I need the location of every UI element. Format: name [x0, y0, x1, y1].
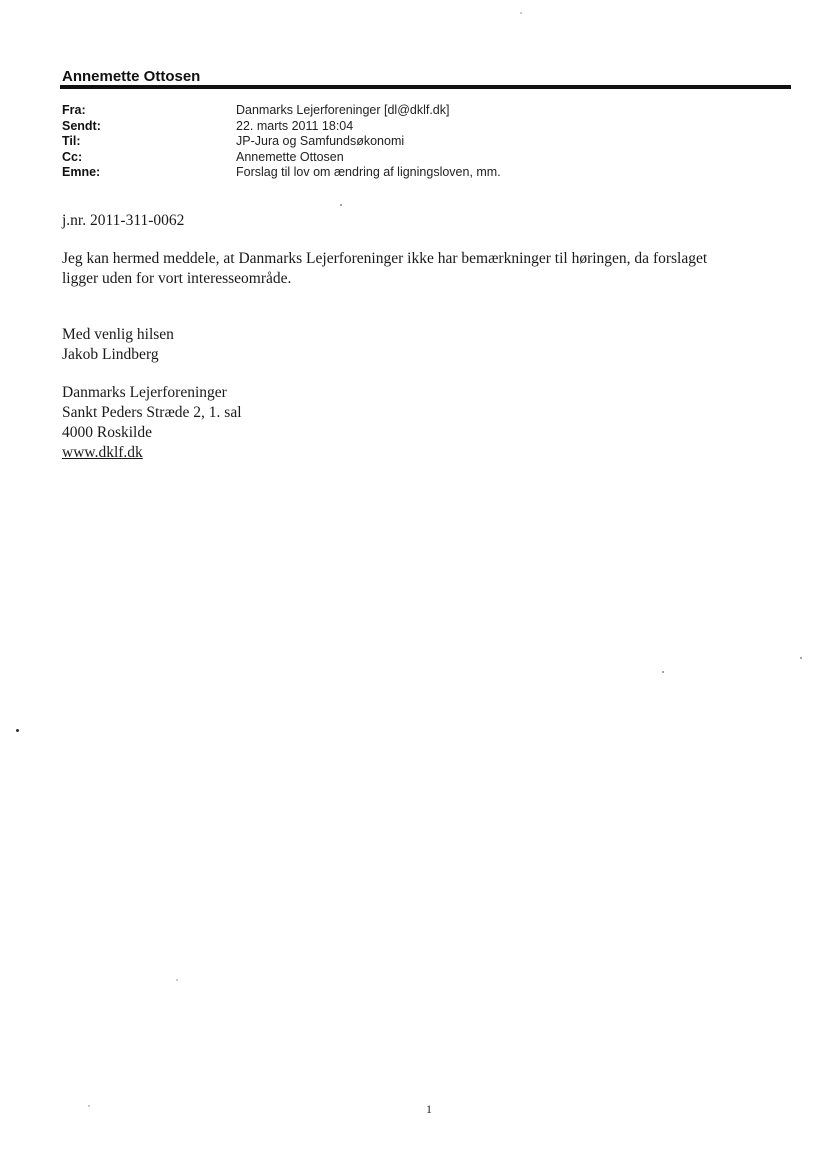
subject-value: Forslag til lov om ændring af ligningsloven, mm.	[236, 165, 501, 179]
subject-label: Emne:	[62, 165, 101, 179]
closing-greeting: Med venlig hilsen	[62, 326, 174, 343]
from-value: Danmarks Lejerforeninger [dl@dklf.dk]	[236, 103, 450, 117]
scan-speck	[520, 12, 522, 14]
website-link[interactable]: www.dklf.dk	[62, 444, 143, 461]
scan-speck	[176, 979, 178, 981]
scan-speck	[800, 657, 802, 659]
closing-block	[62, 325, 174, 365]
signature-street: Sankt Peders Stræde 2, 1. sal	[62, 404, 242, 421]
header-row-sent	[62, 119, 501, 135]
from-label: Fra:	[62, 103, 86, 117]
scan-speck	[16, 729, 19, 732]
email-header	[62, 103, 501, 181]
message-line: ligger uden for vort interesseområde.	[62, 270, 292, 287]
scan-speck	[662, 671, 664, 673]
scan-speck	[340, 204, 342, 206]
message-paragraph	[62, 249, 777, 289]
signature-city: 4000 Roskilde	[62, 424, 152, 441]
scan-speck	[88, 1105, 90, 1107]
sender-name: Jakob Lindberg	[62, 346, 159, 363]
signature-block	[62, 383, 242, 463]
signature-organization: Danmarks Lejerforeninger	[62, 384, 227, 401]
mailbox-owner-name: Annemette Ottosen	[62, 68, 201, 85]
message-line: Jeg kan hermed meddele, at Danmarks Lejerforeninger ikke har bemærkninger til høringen, da forslaget	[62, 250, 708, 267]
cc-label: Cc:	[62, 149, 83, 164]
sent-value: 22. marts 2011 18:04	[236, 118, 354, 133]
header-row-from	[62, 103, 501, 119]
header-row-subject	[62, 165, 501, 181]
page-number: 1	[426, 1102, 432, 1116]
journal-number: j.nr. 2011-311-0062	[62, 212, 185, 229]
header-divider	[60, 85, 791, 89]
cc-value: Annemette Ottosen	[236, 149, 344, 164]
header-row-to	[62, 134, 501, 150]
sent-label: Sendt:	[62, 118, 101, 133]
to-label: Til:	[62, 134, 81, 148]
header-row-cc	[62, 150, 501, 166]
to-value: JP-Jura og Samfundsøkonomi	[236, 134, 405, 148]
